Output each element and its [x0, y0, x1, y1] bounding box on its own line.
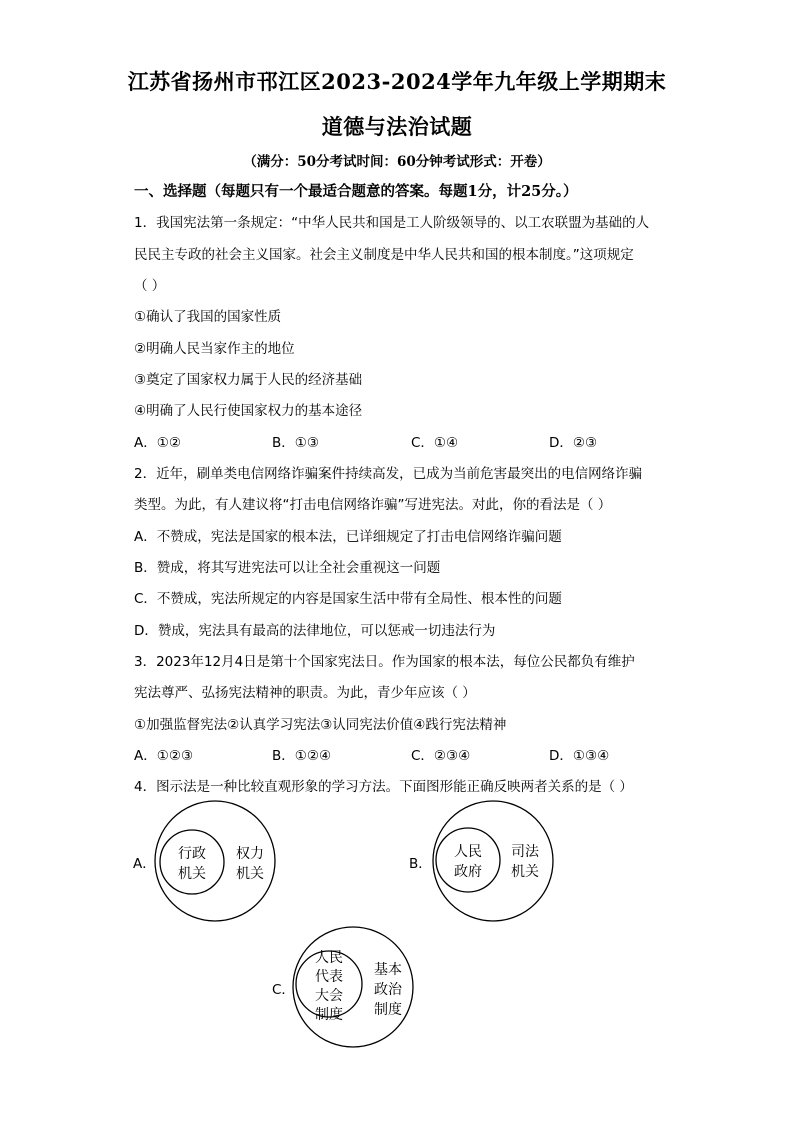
exam-title-line2: 道德与法治试题	[321, 114, 473, 139]
q4-c-inner-line2: 代表	[315, 969, 343, 985]
q1-item-1: ①确认了我国的国家性质	[134, 309, 282, 325]
q3-stem-line1: 3．2023年12月4日是第十个国家宪法日。作为国家的根本法，每位公民都负有维护	[134, 654, 635, 670]
q2-option-d: D．赞成，宪法具有最高的法律地位，可以惩戒一切违法行为	[134, 623, 496, 639]
q3-option-c: C．②③④	[411, 748, 471, 764]
q1-item-3: ③奠定了国家权力属于人民的经济基础	[134, 372, 363, 388]
q4-c-inner-line3: 大会	[315, 988, 343, 1004]
q1-item-2: ②明确人民当家作主的地位	[134, 341, 295, 357]
q2-stem-line2: 类型。为此，有人建议将“打击电信网络诈骗”写进宪法。对此，你的看法是（ ）	[134, 497, 612, 513]
q4-c-inner-line4: 制度	[315, 1007, 343, 1023]
exam-title-line1: 江苏省扬州市邗江区2023-2024学年九年级上学期期末	[127, 69, 667, 94]
q4-diagram-c	[288, 924, 418, 1054]
q4-diagram-b	[428, 798, 558, 928]
q1-stem-line3: （ ）	[134, 278, 166, 294]
q4-a-inner-line1: 行政	[178, 846, 206, 862]
q3-items: ①加强监督宪法②认真学习宪法③认同宪法价值④践行宪法精神	[134, 717, 507, 733]
inner-circle	[436, 828, 500, 892]
q1-option-a: A．①②	[134, 435, 181, 451]
q4-diagram-c-label: C．	[272, 982, 295, 998]
q3-option-b: B．①②④	[272, 748, 332, 764]
q3-option-a: A．①②③	[134, 748, 194, 764]
q4-b-inner-line2: 政府	[454, 864, 482, 880]
q4-c-inner-line1: 人民	[315, 950, 343, 966]
q4-stem: 4．图示法是一种比较直观形象的学习方法。下面图形能正确反映两者关系的是（ ）	[134, 779, 633, 795]
q4-a-inner-line2: 机关	[178, 866, 206, 882]
q4-diagram-b-label: B．	[409, 856, 432, 872]
q4-a-outer-line1: 权力	[236, 846, 264, 862]
q4-diagram-a-label: A．	[133, 856, 156, 872]
q4-b-outer-line1: 司法	[511, 844, 539, 860]
q2-option-b: B．赞成，将其写进宪法可以让全社会重视这一问题	[134, 560, 441, 576]
q3-option-d: D．①③④	[549, 748, 610, 764]
q4-c-outer-line2: 政治	[374, 982, 402, 998]
outer-circle	[433, 801, 553, 921]
q1-option-d: D．②③	[549, 435, 598, 451]
q4-a-outer-line2: 机关	[236, 866, 264, 882]
q1-option-c: C．①④	[411, 435, 459, 451]
q1-item-4: ④明确了人民行使国家权力的基本途径	[134, 403, 363, 419]
q1-option-b: B．①③	[272, 435, 319, 451]
q4-c-outer-line3: 制度	[374, 1002, 402, 1018]
q4-b-outer-line2: 机关	[511, 864, 539, 880]
section-heading: 一、选择题（每题只有一个最适合题意的答案。每题1分，计25分。）	[134, 183, 578, 200]
q4-b-inner-line1: 人民	[454, 844, 482, 860]
q3-stem-line2: 宪法尊严、弘扬宪法精神的职责。为此，青少年应该（ ）	[134, 685, 476, 701]
q2-stem-line1: 2．近年，刷单类电信网络诈骗案件持续高发，已成为当前危害最突出的电信网络诈骗	[134, 466, 643, 482]
exam-subtitle: （满分：50分考试时间：60分钟考试形式：开卷）	[243, 154, 551, 170]
q1-stem-line1: 1．我国宪法第一条规定：“中华人民共和国是工人阶级领导的、以工农联盟为基础的人	[134, 215, 650, 231]
q4-c-outer-line1: 基本	[374, 962, 402, 978]
q1-stem-line2: 民民主专政的社会主义国家。社会主义制度是中华人民共和国的根本制度。”这项规定	[134, 247, 634, 263]
q2-option-a: A．不赞成，宪法是国家的根本法，已详细规定了打击电信网络诈骗问题	[134, 529, 562, 545]
inner-circle	[160, 830, 224, 894]
q2-option-c: C．不赞成，宪法所规定的内容是国家生活中带有全局性、根本性的问题	[134, 591, 562, 607]
q4-diagram-a	[150, 798, 280, 928]
